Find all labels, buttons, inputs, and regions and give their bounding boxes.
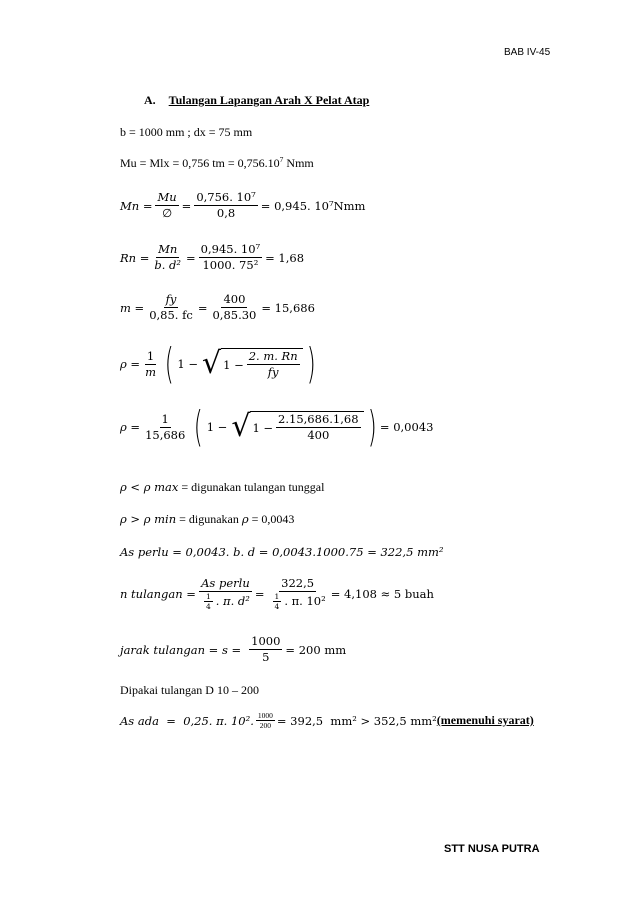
mu-exponent: 7: [279, 155, 284, 164]
rn-f2-den: 1000. 75²: [202, 258, 259, 272]
rho-calculation: [120, 402, 434, 451]
rn-f1-num: Mn: [158, 242, 178, 256]
mn-f1-num: Mu: [157, 190, 177, 204]
as-ada-line: [120, 711, 534, 730]
n-fraction-2: [268, 576, 328, 611]
as-ada-num: 1000: [257, 711, 273, 720]
mn-f1-den: ∅: [162, 206, 173, 220]
mn-f2-den: 0,8: [216, 206, 236, 220]
n-f1-den: [199, 592, 252, 611]
open-paren-2: (: [194, 402, 204, 451]
as-ada-fraction: [256, 711, 275, 730]
mn-fraction-2: [194, 190, 257, 221]
n-f2-den: [268, 592, 328, 611]
rho-sqrt-inner: 1 −: [223, 357, 244, 372]
n-lhs: n tulangan =: [120, 586, 196, 601]
as-ada-text: As ada = 0,25. π. 10².: [120, 713, 254, 728]
rho2-sq-den: 400: [307, 428, 330, 442]
rho-inner: 1 −: [177, 357, 198, 371]
rn-f2-num: 0,945. 10⁷: [200, 242, 261, 256]
rho-min-line: [120, 512, 294, 527]
n-f1-den-rest: . π. d²: [215, 594, 250, 608]
jarak-result: = 200 mm: [285, 642, 347, 657]
rho2-sqrt-fraction: [276, 412, 360, 443]
close-paren: ): [306, 339, 316, 388]
mn-lhs: Mn =: [120, 198, 153, 213]
rho-min-value: = 0,0043: [248, 512, 295, 526]
rho2-result: = 0,0043: [379, 420, 434, 434]
jarak-lhs: jarak tulangan = s =: [120, 642, 242, 657]
mu-unit: Nmm: [283, 156, 314, 170]
rho2-lhs: ρ =: [120, 420, 141, 434]
quarter-num-2: 1: [274, 592, 280, 601]
open-paren: (: [164, 339, 174, 388]
jarak-num: 1000: [251, 634, 281, 648]
m-f2-num: 400: [223, 292, 246, 306]
as-ada-den: 200: [259, 721, 272, 730]
rho-formula: [120, 339, 319, 388]
m-equation: m = $\frac{fy}{0,85. fc}$ = $\frac{400}{0,85.30}$ = 15,686: [120, 292, 315, 322]
rho2-sq-num: 2.15,686.1,68: [278, 412, 359, 426]
rho-min-math: ρ > ρ min: [120, 512, 177, 526]
m-lhs: m =: [120, 300, 145, 315]
n-f1-num: As perlu: [201, 576, 250, 590]
mu-line: [120, 156, 314, 171]
mn-result: = 0,945. 10⁷Nmm: [260, 198, 366, 213]
dimension-line: b = 1000 mm ; dx = 75 mm: [120, 125, 253, 139]
rho2-f-den: 15,686: [145, 427, 186, 442]
rho-min-text: = digunakan: [176, 512, 242, 526]
rho2-fraction: [143, 412, 187, 443]
rn-equation: Rn = $\frac{Mn}{\text{b. d²}}$ = $\frac{\text{0,945. 10⁷}}{\text{1000. 75²}}$ = 1,68: [120, 242, 305, 272]
quarter-den-2: 4: [274, 602, 280, 611]
rho-sqrt: [202, 348, 303, 380]
rho-max-math: ρ < ρ max: [120, 480, 179, 494]
rn-f1-den: b. d²: [154, 258, 182, 272]
m-fraction-1: [147, 292, 195, 323]
rho2-sqrt-inner: 1 −: [252, 420, 274, 435]
quarter-num: 1: [205, 592, 211, 601]
rn-lhs: Rn =: [120, 250, 150, 265]
rho-fraction: [143, 349, 158, 380]
m-fraction-2: [210, 292, 258, 323]
mn-fraction-1: [155, 190, 178, 221]
rho-max-text: = digunakan tulangan tunggal: [178, 480, 325, 494]
rho2-f-num: 1: [161, 411, 169, 426]
rn-fraction-1: [152, 242, 183, 273]
mu-text: Mu = Mlx = 0,756 tm = 0,756.10: [120, 156, 280, 170]
as-perlu-line: As perlu = 0,0043. b. d = 0,0043.1000.75 = 322,5 mm²: [120, 545, 444, 559]
rn-fraction-2: [199, 242, 262, 273]
rho-sq-num: 2. m. Rn: [248, 349, 298, 363]
m-f1-num: fy: [165, 292, 177, 306]
n-fraction-1: [199, 576, 252, 611]
rn-result: = 1,68: [265, 250, 305, 265]
mn-equation: Mn = $\frac{Mu}{\emptyset}$ = $\frac{\text{0,756. 10⁷}}{0,8}$ = 0,945. 10⁷Nmm: [120, 190, 366, 220]
rho-f-den: m: [145, 364, 156, 379]
page-label: BAB IV-45: [504, 47, 551, 58]
section-title: Tulangan Lapangan Arah X Pelat Atap: [168, 93, 370, 107]
jarak-equation: [120, 634, 346, 665]
section-heading: [144, 93, 369, 108]
jarak-den: 5: [262, 650, 270, 664]
m-result: = 15,686: [261, 300, 315, 315]
n-f2-num: 322,5: [281, 576, 315, 590]
close-paren-2: ): [367, 402, 377, 451]
rho-sqrt-fraction: [247, 349, 300, 380]
m-f1-den: 0,85. fc: [149, 308, 193, 322]
jarak-fraction: [249, 634, 282, 665]
quarter-den: 4: [205, 602, 211, 611]
n-result: = 4,108 ≈ 5 buah: [330, 586, 434, 601]
sqrt-sign-2: √: [231, 409, 251, 444]
n-tulangan-equation: n tulangan = As perlu $\frac{1}{4}$ . π. d² = 322,5 $\frac{1}{4}$ . π. 10² = 4,108 ≈ 5 buah: [120, 576, 434, 611]
rho2-inner: 1 −: [206, 420, 228, 434]
mn-f2-num: 0,756. 10⁷: [196, 190, 256, 204]
as-ada-result: = 392,5 mm² > 352,5 mm²: [276, 713, 437, 728]
rho-lhs: ρ =: [120, 357, 141, 371]
dipakai-line: Dipakai tulangan D 10 – 200: [120, 683, 259, 697]
as-ada-note: (memenuhi syarat): [436, 713, 534, 727]
rho-sq-den: fy: [267, 365, 279, 379]
n-f2-den-rest: . π. 10²: [284, 594, 326, 608]
footer-institution: STT NUSA PUTRA: [444, 843, 540, 855]
rho-symbol: ρ: [241, 512, 249, 526]
sqrt-sign: √: [201, 346, 222, 381]
m-f2-den: 0,85.30: [212, 308, 257, 322]
rho-f-num: 1: [146, 348, 155, 363]
section-marker: A.: [144, 93, 156, 107]
rho2-sqrt: [231, 411, 363, 443]
rho-max-line: [120, 480, 324, 495]
